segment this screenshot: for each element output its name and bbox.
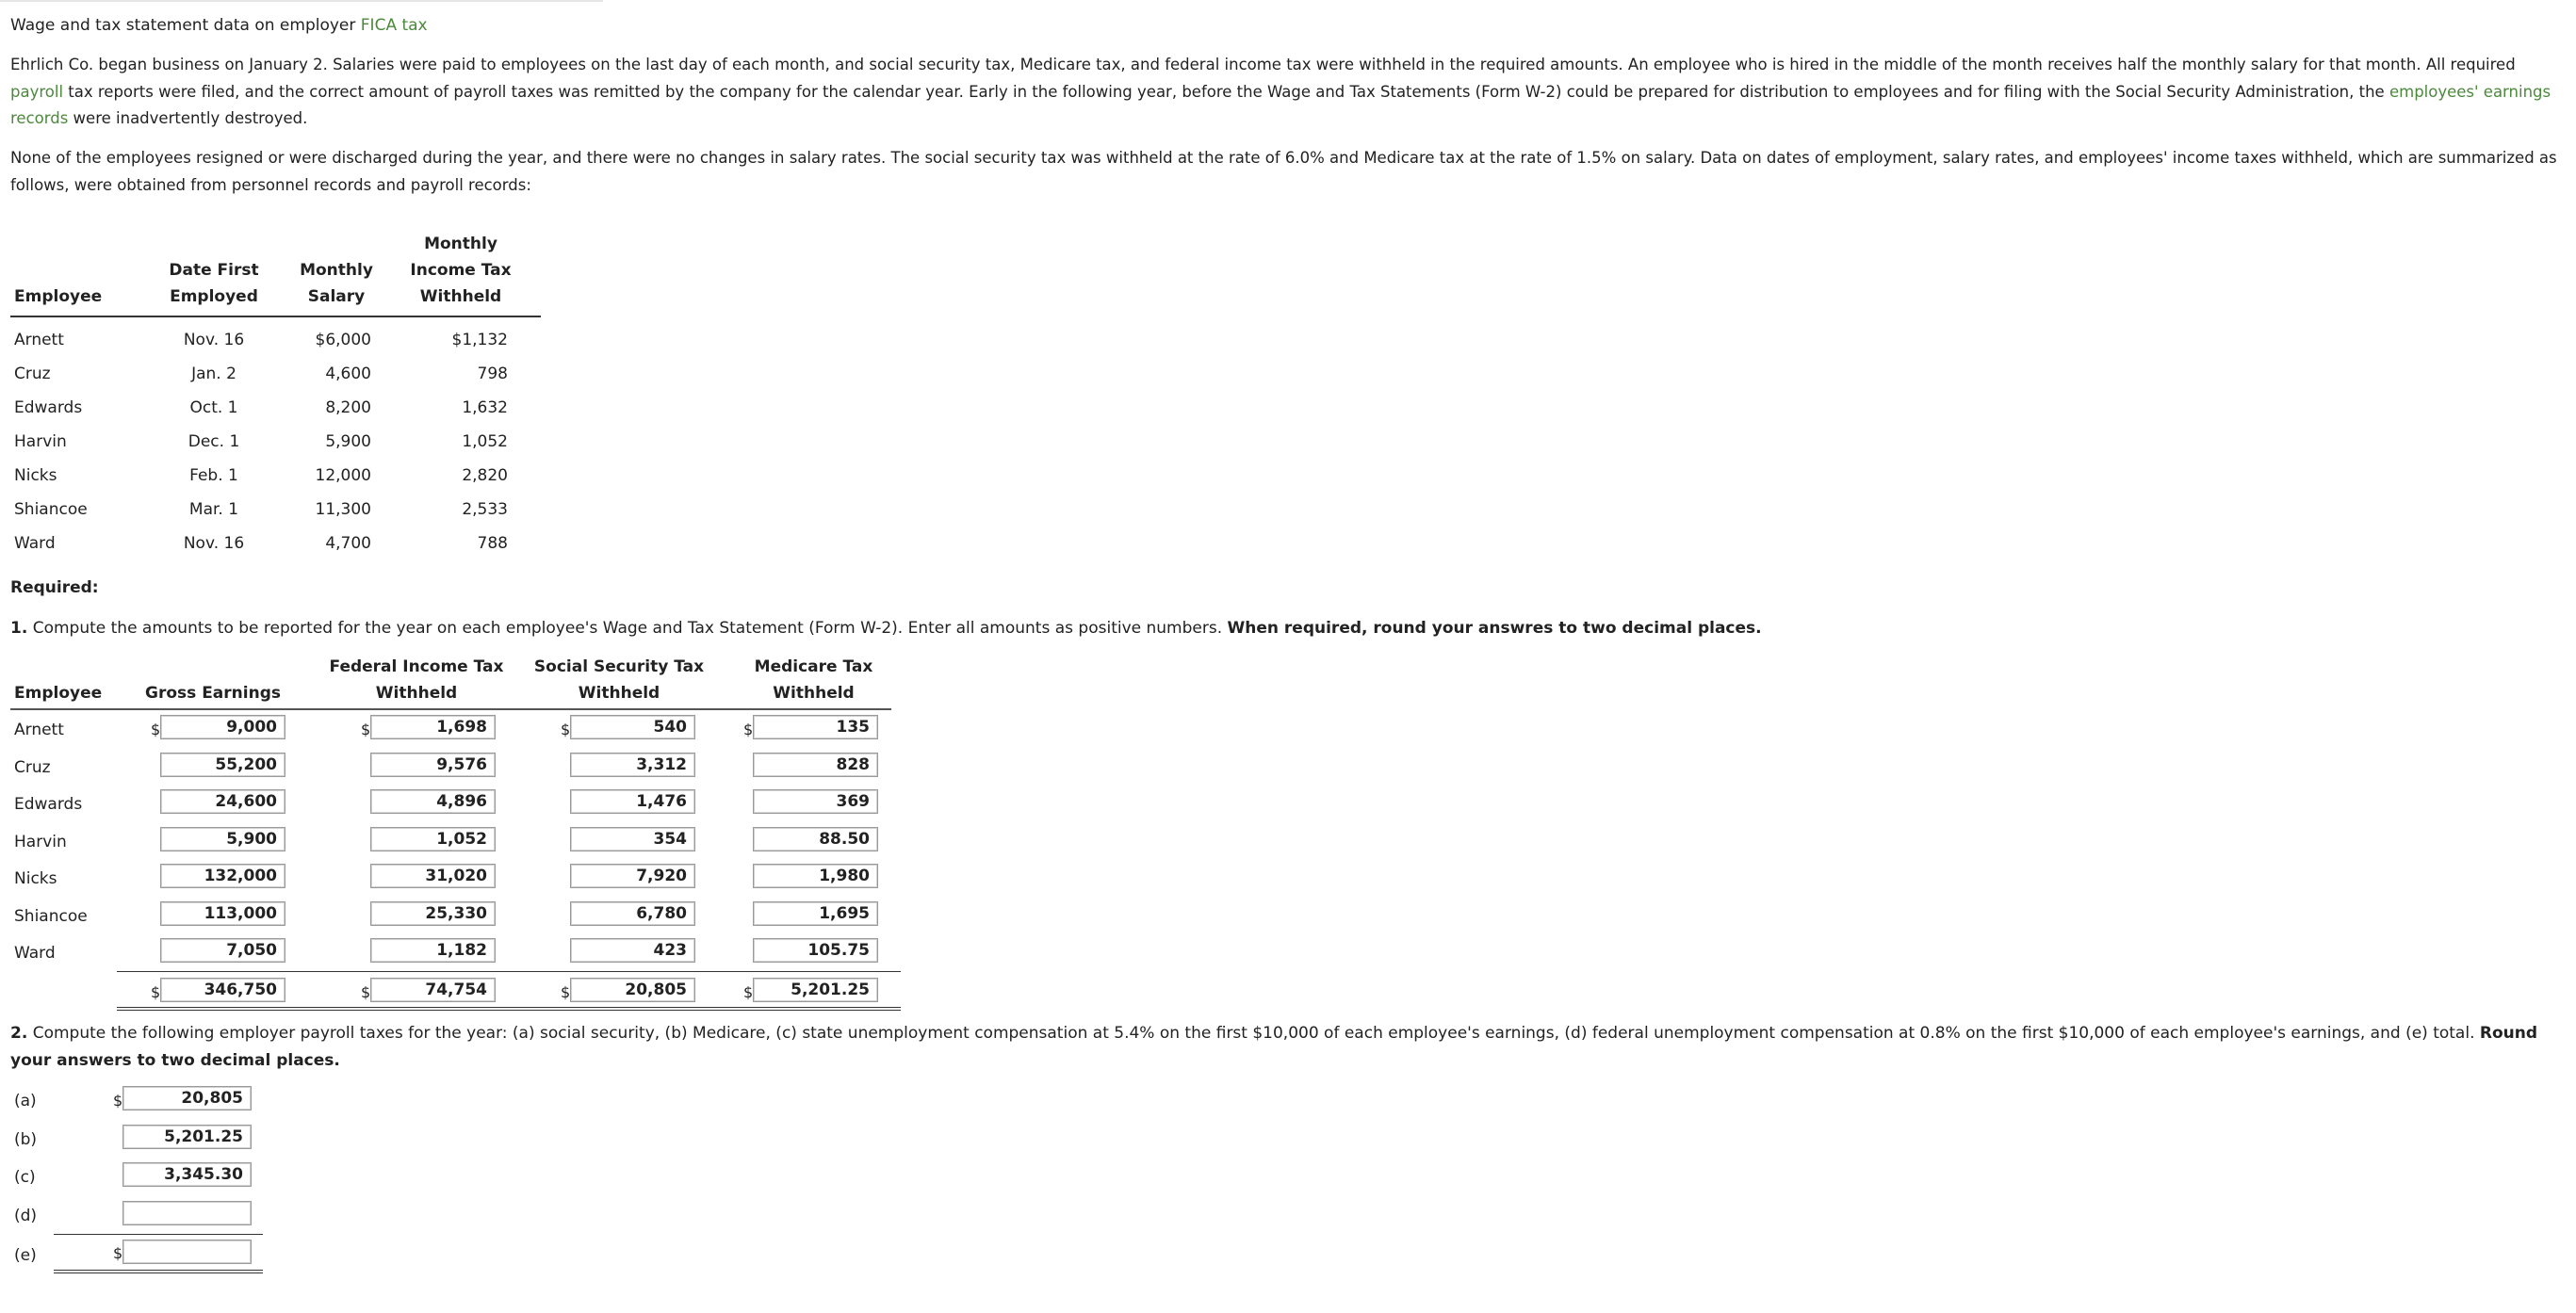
dollar-sign: $ (113, 1092, 123, 1110)
employee-name: Edwards (14, 795, 83, 814)
federal-tax-total-input[interactable]: 74,754 (370, 978, 496, 1002)
employee-name: Shiancoe (14, 906, 88, 926)
gross-earnings-input[interactable]: 24,600 (160, 789, 285, 814)
col-date-header: Date First Employed (169, 261, 259, 306)
medicare-input[interactable]: 1,695 (753, 901, 878, 926)
q2-text: Compute the following employer payroll taxes for the year: (a) social security, (b) Medicare, (c) state unemployment compensation at 5.4% on the first $10,000 of each employee's earnings, (d) federal unemployment compensation at 0.8% on the first $10,000 of each employee's earnings, and (e) total. (27, 1024, 2480, 1043)
employee-name: Arnett (14, 721, 64, 739)
dollar-sign: $ (561, 982, 571, 1001)
q1-number: 1. (10, 619, 28, 638)
gross-earnings-total-input[interactable]: 346,750 (160, 978, 285, 1002)
table-row (10, 1196, 265, 1235)
table-row: Ward Nov. 16 4,700 788 (14, 534, 508, 553)
employee-name: Harvin (14, 832, 67, 851)
employee-data-header (10, 235, 541, 317)
dollar-sign: $ (743, 982, 754, 1001)
dollar-sign: $ (361, 721, 371, 738)
medicare-input[interactable]: 1,980 (753, 864, 878, 888)
federal-unemployment-input[interactable] (122, 1201, 252, 1225)
total-double-rule-1 (117, 1007, 901, 1008)
employee-name: Nicks (14, 869, 57, 888)
federal-tax-input[interactable]: 1,698 (370, 715, 496, 739)
total-double-rule-2 (54, 1272, 263, 1273)
employee-name: Ward (14, 944, 56, 963)
required-heading: Required: (10, 578, 99, 597)
table-row: Arnett Nov. 16 $6,000 $1,132 (14, 331, 508, 349)
col-tax-header: Monthly Income Tax Withheld (410, 235, 512, 306)
social-security-input[interactable]: 6,780 (570, 901, 695, 926)
social-security-input[interactable]: 3,312 (570, 753, 695, 777)
medicare-input[interactable]: 369 (753, 789, 878, 814)
state-unemployment-input[interactable]: 3,345.30 (122, 1162, 252, 1187)
item-label: (e) (14, 1246, 37, 1265)
gross-earnings-input[interactable]: 113,000 (160, 901, 285, 926)
table-row (10, 1158, 265, 1196)
col-employee-header: Employee (14, 287, 103, 306)
p1-text-a: Ehrlich Co. began business on January 2. Salaries were paid to employees on the last day of each month, and social security tax, Medicare tax, and federal income tax were withheld in the required amounts. An employee who is hired in the middle of the month receives half the monthly salary for that month. All required (10, 56, 2516, 73)
table-row (10, 859, 891, 897)
q2-number: 2. (10, 1024, 28, 1043)
total-rule-top (117, 971, 901, 972)
col-salary-header: Monthly Salary (300, 261, 373, 306)
table-row: Cruz Jan. 2 4,600 798 (14, 365, 508, 383)
totals-row (10, 971, 891, 1013)
table-row: Edwards Oct. 1 8,200 1,632 (14, 398, 508, 417)
table-row (10, 1081, 265, 1120)
q1-instruction: When required, round your answres to two decimal places. (1227, 619, 1762, 638)
dollar-sign: $ (113, 1244, 123, 1262)
q2-instruction: Round your answers to two decimal places. (10, 1024, 2538, 1070)
col-fed-header: Federal Income Tax Withheld (329, 657, 504, 703)
table-row: Shiancoe Mar. 1 11,300 2,533 (14, 500, 508, 519)
employee-name: Cruz (14, 757, 51, 777)
table-row (10, 710, 891, 748)
p1-text-b: tax reports were filed, and the correct amount of payroll taxes was remitted by the company for the calendar year. Early in the following year, before the Wage and Tax Statements (Form W-2) could be prepared for distribution to employees and for filing with the Social Security Administration, the (63, 82, 2389, 101)
federal-tax-input[interactable]: 31,020 (370, 864, 496, 888)
gross-earnings-input[interactable]: 9,000 (160, 715, 285, 739)
total-double-rule-2 (117, 1010, 901, 1011)
item-label: (d) (14, 1206, 38, 1225)
gross-earnings-input[interactable]: 55,200 (160, 753, 285, 777)
employee-data-table (10, 235, 541, 560)
federal-tax-input[interactable]: 1,052 (370, 827, 496, 851)
dollar-sign: $ (361, 982, 371, 1001)
employer-taxes-table (10, 1081, 265, 1275)
medicare-input[interactable]: 135 (753, 715, 878, 739)
payroll-link[interactable]: payroll (10, 82, 64, 101)
table-row: Nicks Feb. 1 12,000 2,820 (14, 466, 508, 485)
top-divider (0, 0, 603, 2)
item-label: (c) (14, 1168, 36, 1187)
total-double-rule-1 (54, 1270, 263, 1271)
gross-earnings-input[interactable]: 132,000 (160, 864, 285, 888)
earnings-records-link[interactable]: employees' earnings records (10, 82, 2552, 127)
table-row (10, 897, 891, 934)
social-security-employer-input[interactable]: 20,805 (122, 1086, 252, 1110)
col-employee-header: Employee (14, 684, 103, 703)
page-title (10, 15, 428, 36)
medicare-input[interactable]: 88.50 (753, 827, 878, 851)
item-label: (b) (14, 1129, 38, 1149)
table-row (10, 822, 891, 860)
medicare-employer-input[interactable]: 5,201.25 (122, 1125, 252, 1149)
dollar-sign: $ (743, 721, 754, 738)
intro-paragraph-1 (10, 52, 2559, 133)
table-row (10, 1120, 265, 1159)
social-security-input[interactable]: 540 (570, 715, 695, 739)
gross-earnings-input[interactable]: 7,050 (160, 938, 285, 963)
intro-paragraph-2: None of the employees resigned or were discharged during the year, and there were no changes in salary rates. The social security tax was withheld at the rate of 6.0% and Medicare tax at the rate of 1.5% on salary. Data on dates of employment, salary rates, and employees' income taxes withheld, which are summarized as follows, were obtained from personnel records and payroll records: (10, 149, 2557, 194)
medicare-total-input[interactable]: 5,201.25 (753, 978, 878, 1002)
table-row (10, 1234, 265, 1275)
medicare-input[interactable]: 828 (753, 753, 878, 777)
col-med-header: Medicare Tax Withheld (754, 657, 873, 703)
table-row (10, 933, 891, 971)
total-rule-top (54, 1234, 263, 1235)
dollar-sign: $ (561, 721, 571, 738)
w2-answer-header (10, 656, 891, 710)
federal-tax-input[interactable]: 9,576 (370, 753, 496, 777)
p1-text-c: were inadvertently destroyed. (68, 109, 308, 127)
social-security-input[interactable]: 1,476 (570, 789, 695, 814)
social-security-total-input[interactable]: 20,805 (570, 978, 695, 1002)
fica-tax-link[interactable]: FICA tax (360, 16, 428, 35)
dollar-sign: $ (151, 721, 161, 738)
title-prefix: Wage and tax statement data on employer (10, 16, 361, 35)
social-security-input[interactable]: 423 (570, 938, 695, 963)
medicare-input[interactable]: 105.75 (753, 938, 878, 963)
federal-tax-input[interactable]: 1,182 (370, 938, 496, 963)
gross-earnings-input[interactable]: 5,900 (160, 827, 285, 851)
table-row: Harvin Dec. 1 5,900 1,052 (14, 432, 508, 451)
col-gross-header: Gross Earnings (145, 684, 281, 703)
question-1 (10, 619, 1762, 638)
col-ss-header: Social Security Tax Withheld (533, 657, 705, 703)
question-2 (10, 1020, 2566, 1074)
total-employer-taxes-input[interactable] (122, 1240, 252, 1264)
w2-answer-table (10, 656, 891, 1013)
social-security-input[interactable]: 354 (570, 827, 695, 851)
dollar-sign: $ (151, 982, 161, 1001)
q1-text: Compute the amounts to be reported for the year on each employee's Wage and Tax Statement (Form W-2). Enter all amounts as positive numbers. (27, 619, 1228, 638)
federal-tax-input[interactable]: 25,330 (370, 901, 496, 926)
federal-tax-input[interactable]: 4,896 (370, 789, 496, 814)
table-row (10, 748, 891, 786)
item-label: (a) (14, 1092, 37, 1110)
social-security-input[interactable]: 7,920 (570, 864, 695, 888)
table-row (10, 785, 891, 822)
